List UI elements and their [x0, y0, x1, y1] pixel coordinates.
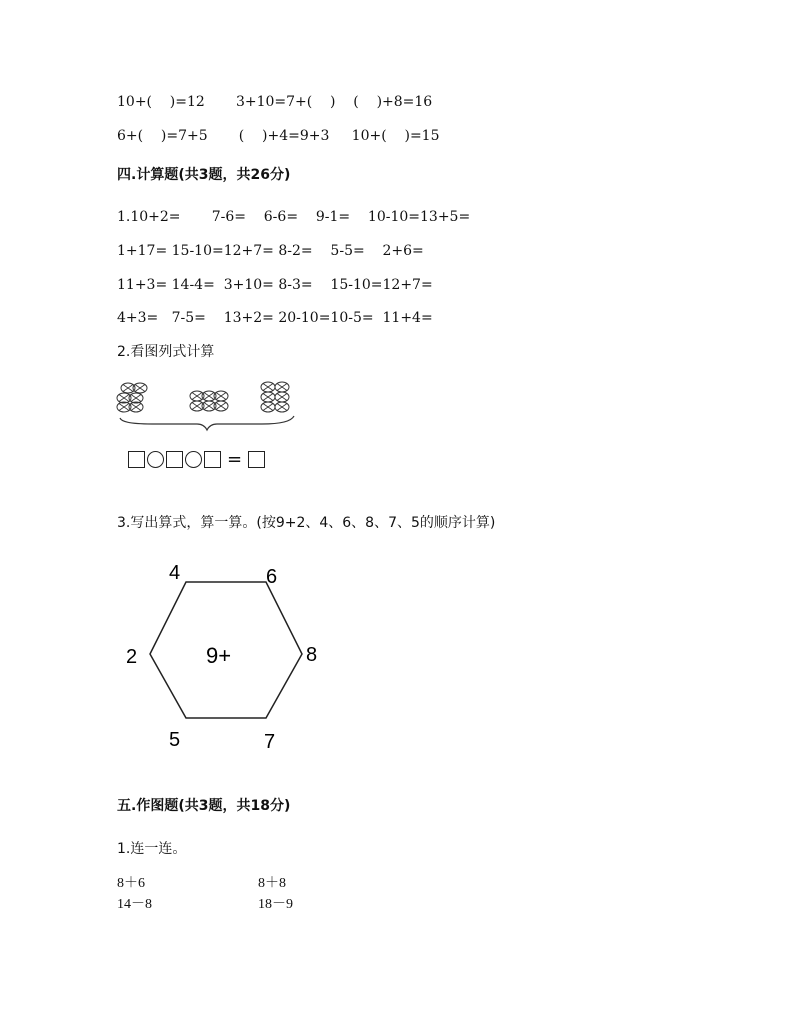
- match-left-1[interactable]: 8＋6: [117, 876, 145, 891]
- ball-group-right: [261, 382, 289, 412]
- calc-row-3: 11+3= 14-4= 3+10= 8-3= 15-10=12+7=: [117, 277, 433, 293]
- equals-sign: =: [227, 449, 243, 470]
- match-right-2[interactable]: 18－9: [258, 897, 293, 912]
- question-2-title: 2.看图列式计算: [117, 344, 215, 360]
- answer-box-2[interactable]: [166, 451, 183, 468]
- ball-group-middle: [190, 391, 228, 411]
- fill-row-1: 10+( )=12 3+10=7+( ) ( )+8=16: [117, 94, 433, 110]
- section-5-question-1-title: 1.连一连。: [117, 841, 187, 857]
- answer-box-result[interactable]: [248, 451, 265, 468]
- section-5-title: 五.作图题(共3题，共18分): [117, 798, 291, 814]
- operator-circle-1[interactable]: [147, 451, 164, 468]
- brace: [120, 416, 294, 430]
- hexagon-label-bottom-right: 7: [264, 731, 276, 753]
- hexagon-label-top-right: 6: [266, 566, 278, 588]
- question-3-title: 3.写出算式，算一算。(按9+2、4、6、8、7、5的顺序计算): [117, 515, 496, 531]
- hexagon-label-bottom-left: 5: [169, 729, 181, 751]
- hexagon-center-label: 9+: [206, 643, 232, 668]
- hexagon-label-right: 8: [306, 644, 318, 666]
- fill-row-2: 6+( )=7+5 ( )+4=9+3 10+( )=15: [117, 128, 440, 144]
- calc-row-4: 4+3= 7-5= 13+2= 20-10=10-5= 11+4=: [117, 310, 433, 326]
- answer-box-1[interactable]: [128, 451, 145, 468]
- operator-circle-2[interactable]: [185, 451, 202, 468]
- section-4-title: 四.计算题(共3题，共26分): [117, 167, 291, 183]
- match-right-1[interactable]: 8＋8: [258, 876, 286, 891]
- answer-box-3[interactable]: [204, 451, 221, 468]
- ball-group-left: [117, 383, 147, 412]
- equation-template: [128, 451, 265, 468]
- ball-groups-figure: [112, 378, 312, 438]
- match-left-2[interactable]: 14－8: [117, 897, 152, 912]
- hexagon-label-top-left: 4: [169, 562, 181, 584]
- hexagon-label-left: 2: [126, 646, 138, 668]
- calc-row-1: 1.10+2= 7-6= 6-6= 9-1= 10-10=13+5=: [117, 209, 471, 225]
- calc-row-2: 1+17= 15-10=12+7= 8-2= 5-5= 2+6=: [117, 243, 424, 259]
- hexagon-figure: [118, 556, 338, 756]
